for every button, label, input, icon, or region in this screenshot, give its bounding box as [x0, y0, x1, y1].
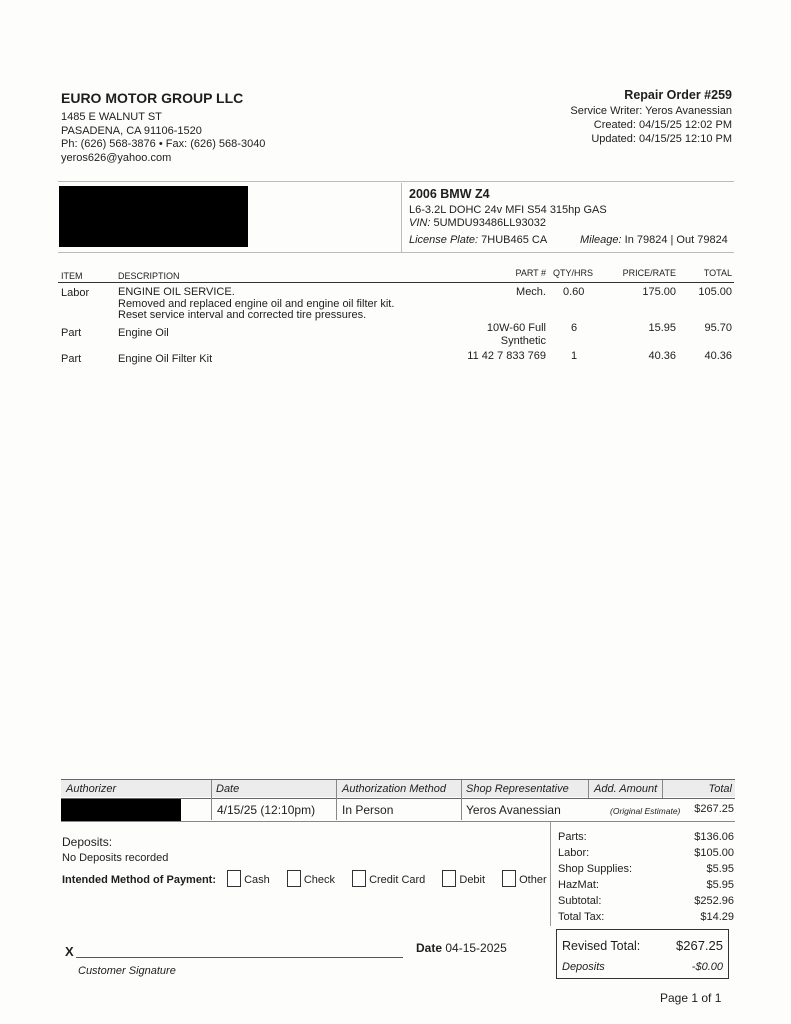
summary-label: HazMat:: [558, 879, 599, 891]
summary-divider: [550, 822, 551, 926]
other-checkbox[interactable]: [502, 870, 516, 887]
row-part: Mech.: [516, 286, 546, 298]
auth-col-authorizer: Authorizer: [66, 783, 117, 795]
order-title: Repair Order #259: [624, 88, 732, 102]
auth-col-divider: [336, 780, 337, 820]
payment-method-label: Intended Method of Payment:: [62, 874, 216, 886]
row-qty: 6: [571, 322, 578, 334]
summary-label: Labor:: [558, 847, 590, 859]
col-description: DESCRIPTION: [118, 271, 180, 281]
auth-col-divider: [211, 780, 212, 820]
auth-method: In Person: [342, 803, 394, 817]
row-part-line: Synthetic: [500, 335, 546, 347]
row-description: Engine Oil Filter Kit: [118, 353, 213, 365]
shop-email: yeros626@yahoo.com: [61, 151, 172, 164]
redacted-authorizer: [61, 799, 181, 821]
payment-option-debit[interactable]: [442, 874, 485, 886]
row-price: 175.00: [642, 286, 676, 298]
check-checkbox[interactable]: [287, 870, 301, 887]
row-price: 40.36: [648, 350, 676, 362]
col-item: ITEM: [61, 271, 83, 281]
revised-total-label: Revised Total:: [562, 939, 641, 953]
row-part: [450, 322, 546, 348]
payment-option-credit-card[interactable]: [352, 874, 425, 886]
header-divider: [58, 181, 734, 182]
summary-row-tax: [558, 909, 734, 925]
auth-col-divider: [662, 780, 663, 798]
row-desc-line: Removed and replaced engine oil and engine oil filter kit.: [118, 297, 395, 310]
summary-label: Subtotal:: [558, 895, 602, 907]
summary-value: $5.95: [706, 879, 734, 891]
row-item: Part: [61, 327, 82, 339]
revised-deposits-label: Deposits: [562, 961, 605, 973]
row-total: 105.00: [698, 286, 732, 298]
mileage: [580, 234, 728, 246]
auth-rep: Yeros Avanessian: [466, 803, 561, 817]
summary-row-shop-supplies: [558, 861, 734, 877]
mileage-label: Mileage:: [580, 234, 622, 246]
auth-total: $267.25: [694, 803, 734, 815]
auth-bottom-line: [61, 821, 735, 822]
debit-checkbox[interactable]: [442, 870, 456, 887]
signature-date-label: Date: [416, 941, 443, 955]
order-writer: Service Writer: Yeros Avanessian: [570, 105, 732, 117]
row-description: [118, 287, 394, 322]
signature-label: Customer Signature: [78, 965, 176, 977]
col-price: PRICE/RATE: [622, 268, 676, 278]
deposits-title: Deposits:: [62, 835, 113, 849]
vehicle-info: [409, 187, 607, 229]
auth-col-divider: [588, 780, 589, 798]
row-desc-line: Reset service interval and corrected tire pressures.: [118, 309, 367, 321]
summary-label: Parts:: [558, 831, 587, 843]
order-updated: Updated: 04/15/25 12:10 PM: [591, 133, 732, 145]
row-price: 15.95: [648, 322, 676, 334]
revised-deposits-value: -$0.00: [691, 961, 723, 973]
row-total: 95.70: [704, 322, 732, 334]
shop-contact: [61, 111, 265, 165]
summary-list: [558, 829, 734, 925]
auth-date: 4/15/25 (12:10pm): [217, 803, 316, 817]
auth-col-total: Total: [708, 783, 732, 795]
row-item: Labor: [61, 287, 90, 299]
summary-row-hazmat: [558, 877, 734, 893]
vehicle-divider-bottom: [58, 252, 734, 253]
redacted-customer-info: [59, 186, 248, 247]
summary-value: $252.96: [694, 895, 734, 907]
summary-row-parts: [558, 829, 734, 845]
plate-label: License Plate:: [409, 234, 479, 246]
page-number: Page 1 of 1: [660, 991, 722, 1005]
vin-value: 5UMDU93486LL93032: [433, 217, 546, 229]
option-label: Cash: [244, 874, 270, 886]
order-info: [432, 88, 732, 146]
row-total: 40.36: [704, 350, 732, 362]
shop-address: 1485 E WALNUT ST: [61, 111, 162, 123]
vehicle-divider: [401, 183, 402, 252]
plate-value: 7HUB465 CA: [481, 234, 548, 246]
option-label: Debit: [459, 874, 486, 886]
signature-date: [416, 941, 507, 955]
signature-date-value: 04-15-2025: [445, 941, 507, 955]
vehicle-engine: L6-3.2L DOHC 24v MFI S54 315hp GAS: [409, 204, 607, 216]
col-total: TOTAL: [703, 268, 732, 278]
shop-phone-fax: Ph: (626) 568-3876 • Fax: (626) 568-3040: [61, 138, 266, 150]
revised-total-value: $267.25: [676, 938, 723, 953]
option-label: Other: [519, 874, 547, 886]
signature-x: X: [65, 944, 74, 959]
auth-col-rep: Shop Representative: [466, 783, 569, 795]
vin-label: VIN:: [409, 217, 431, 229]
payment-option-cash[interactable]: [227, 874, 270, 886]
summary-value: $105.00: [694, 847, 734, 859]
shop-city: PASADENA, CA 91106-1520: [61, 124, 202, 137]
revised-total-box: [556, 929, 729, 979]
col-qty: QTY/HRS: [553, 268, 594, 278]
license-plate: [409, 234, 547, 246]
row-qty: 1: [571, 350, 578, 362]
payment-option-other[interactable]: [502, 874, 547, 886]
summary-row-labor: [558, 845, 734, 861]
shop-name: EURO MOTOR GROUP LLC: [61, 90, 244, 106]
row-qty: 0.60: [563, 286, 585, 298]
vehicle-title: 2006 BMW Z4: [409, 187, 490, 201]
summary-value: $5.95: [706, 863, 734, 875]
deposits-none: No Deposits recorded: [62, 852, 169, 864]
option-label: Credit Card: [369, 874, 426, 886]
signature-line[interactable]: [76, 957, 403, 958]
summary-label: Total Tax:: [558, 911, 605, 923]
payment-option-check[interactable]: [287, 874, 335, 886]
row-part: 11 42 7 833 769: [467, 350, 546, 362]
auth-col-divider: [461, 780, 462, 820]
payment-method-row: [62, 870, 561, 887]
summary-value: $136.06: [694, 831, 734, 843]
cash-checkbox[interactable]: [227, 870, 241, 887]
summary-value: $14.29: [700, 911, 734, 923]
items-header-line: [58, 282, 734, 283]
mileage-value: In 79824 | Out 79824: [624, 234, 728, 246]
col-part: PART #: [515, 268, 546, 278]
auth-add-note: (Original Estimate): [610, 806, 681, 816]
row-part-line: 10W-60 Full: [486, 322, 546, 334]
order-created: Created: 04/15/25 12:02 PM: [593, 119, 732, 131]
summary-label: Shop Supplies:: [558, 863, 632, 875]
auth-col-method: Authorization Method: [342, 783, 446, 795]
row-item: Part: [61, 353, 82, 365]
summary-row-subtotal: [558, 893, 734, 909]
row-desc-line: ENGINE OIL SERVICE.: [118, 286, 235, 298]
row-description: Engine Oil: [118, 327, 169, 339]
auth-col-add: Add. Amount: [594, 783, 658, 795]
credit-card-checkbox[interactable]: [352, 870, 366, 887]
auth-col-date: Date: [216, 783, 240, 795]
option-label: Check: [303, 874, 335, 886]
